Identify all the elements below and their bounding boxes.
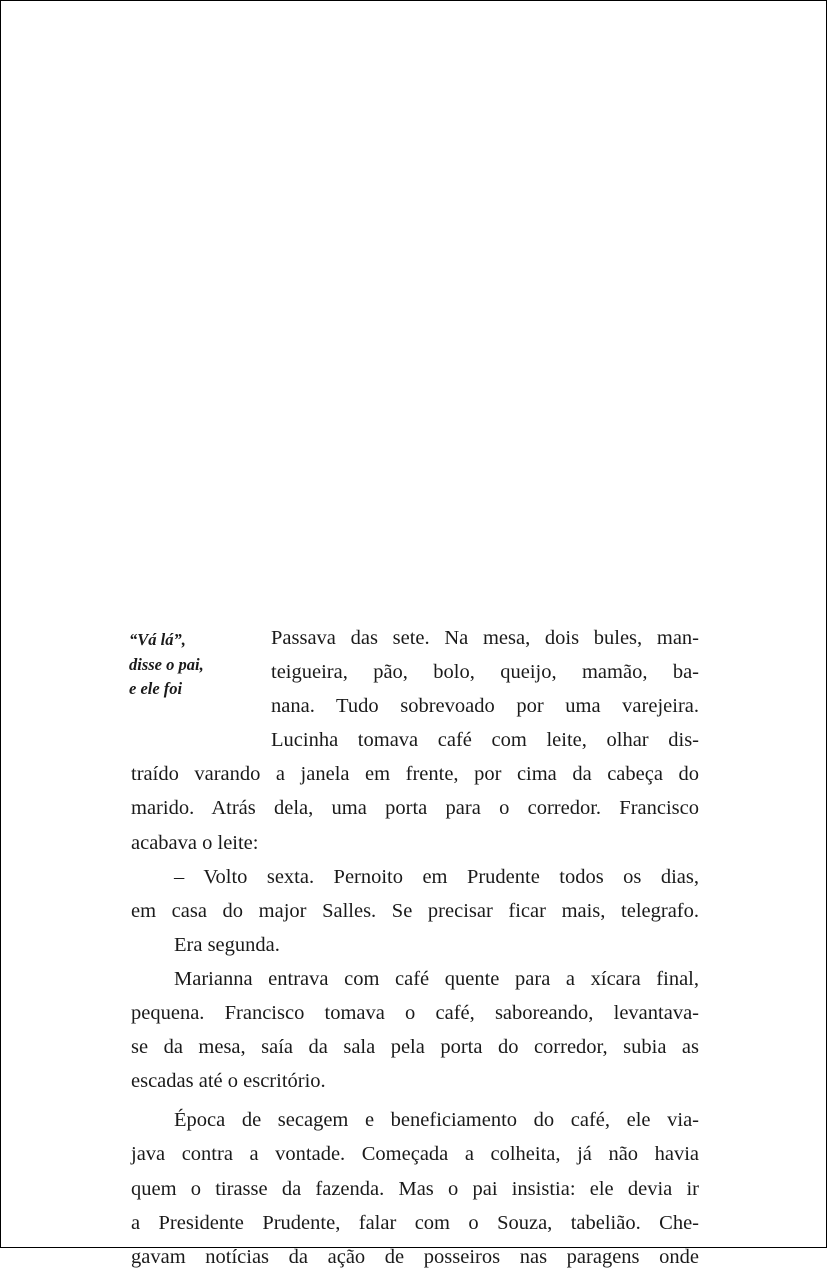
chapter-title-line: disse o pai, (129, 654, 204, 674)
text-line: Era segunda. (174, 933, 280, 956)
chapter-title-line: “Vá lá”, (129, 630, 186, 649)
text-line: nana. Tudo sobrevoado por uma varejeira. (271, 695, 699, 718)
text-line: pequena. Francisco tomava o café, saboreando, levantava- (131, 1002, 699, 1025)
text-line: Passava das sete. Na mesa, dois bules, man- (271, 627, 699, 649)
text-line: acabava o leite: (131, 831, 259, 854)
body-text (131, 621, 699, 1274)
text-line: gavam notícias da ação de posseiros nas paragens onde (131, 1245, 699, 1268)
text-line: Marianna entrava com café quente para a xícara final, (174, 967, 699, 990)
chapter-title-line: e ele foi (129, 679, 183, 698)
text-line: se da mesa, saía da sala pela porta do corredor, subia as (131, 1036, 699, 1059)
text-line: Época de secagem e beneficiamento do café, ele via- (174, 1109, 699, 1132)
text-line: java contra a vontade. Começada a colheita, já não havia (131, 1143, 699, 1166)
text-line: Lucinha tomava café com leite, olhar dis- (271, 729, 699, 752)
text-line: em casa do major Salles. Se precisar ficar mais, telegrafo. (131, 899, 699, 922)
text-line: marido. Atrás dela, uma porta para o corredor. Francisco (131, 797, 699, 820)
text-line: escadas até o escritório. (131, 1070, 326, 1093)
dialogue-line: – Volto sexta. Pernoito em Prudente todos os dias, (174, 865, 699, 888)
text-line: teigueira, pão, bolo, queijo, mamão, ba- (271, 661, 699, 684)
text-line: quem o tirasse da fazenda. Mas o pai insistia: ele devia ir (131, 1177, 699, 1200)
text-line: traído varando a janela em frente, por cima da cabeça do (131, 763, 699, 786)
text-line: a Presidente Prudente, falar com o Souza, tabelião. Che- (131, 1211, 699, 1234)
